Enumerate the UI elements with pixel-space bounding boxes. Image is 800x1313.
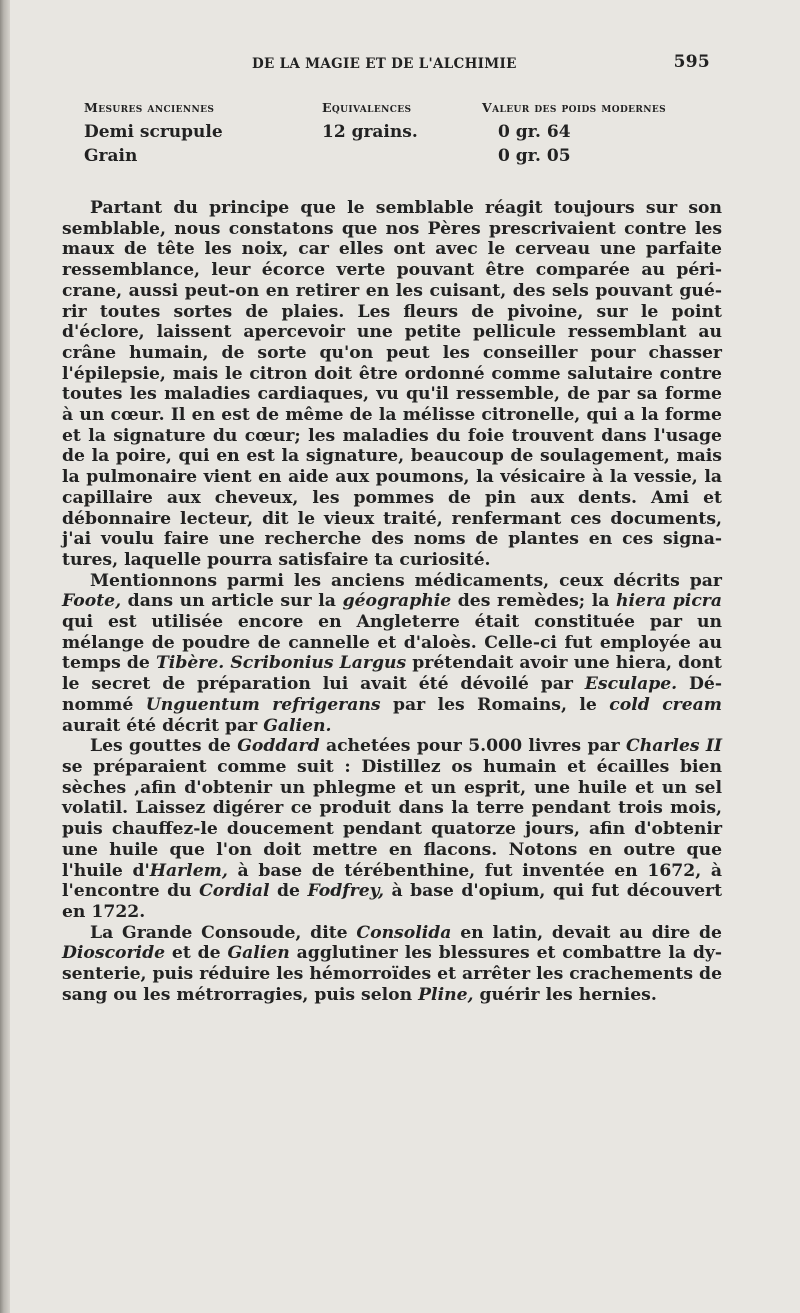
text-segment: de bbox=[269, 881, 308, 902]
italic-text: Unguentum refrigerans bbox=[145, 694, 381, 715]
text-segment: La Grande Consoude, dite bbox=[90, 922, 357, 943]
text-segment: achetées pour 5.000 livres par bbox=[319, 736, 627, 757]
column-header-equivalences: Equivalences bbox=[322, 100, 412, 115]
italic-text: Tibère. Scribonius Largus bbox=[156, 653, 407, 674]
italic-text: hiera picra bbox=[616, 591, 722, 612]
italic-text: Charles II bbox=[626, 736, 722, 757]
italic-text: Galien. bbox=[263, 715, 332, 736]
measure-modern-value: 0 gr. 05 bbox=[498, 146, 571, 166]
book-spine-shadow bbox=[0, 0, 10, 1313]
text-segment: guérir les hernies. bbox=[473, 984, 657, 1005]
text-segment: Mentionnons parmi les anciens médicaments, ceux décrits par bbox=[90, 570, 722, 591]
italic-text: Consolida bbox=[356, 922, 452, 943]
text-segment: Partant du principe que le semblable réagit toujours sur son semblable, nous constatons que nos Pères prescrivaient contre les maux de tête les noix, car elles ont avec le cerveau une parfaite ressemblance, leur écorce verte pouvant être comparée au péri-crane, aussi peut-on en retirer en les cuisant, des sels pouvant gué-rir toutes sortes de plaies. Les fleurs de pivoine, sur le point d'éclore, laissent apercevoir une petite pellicule ressemblant au crâne humain, de sorte qu'on peut les conseiller pour chasser l'épilepsie, mais le citron doit être ordonné comme salutaire contre toutes les maladies cardiaques, vu qu'il ressemble, de par sa forme à un cœur. Il en est de même de la mélisse citronelle, qui a la forme et la signature du cœur; les maladies du foie trouvent dans l'usage de la poire, qui en est la signature, beaucoup de soulagement, mais la pulmonaire vient en aide aux poumons, la vésicaire à la vessie, la capillaire aux cheveux, les pommes de pin aux dents. Ami et débonnaire lecteur, dit le vieux traité, renfermant ces documents, j'ai voulu faire une recherche des noms de plantes en ces signa-tures, laquelle pourra satisfaire ta curiosité. bbox=[62, 198, 722, 570]
italic-text: cold cream bbox=[609, 694, 722, 715]
paragraph bbox=[62, 198, 722, 571]
page-number: 595 bbox=[673, 52, 710, 72]
text-segment: Dé-nommé bbox=[62, 674, 722, 715]
text-segment: et de bbox=[165, 943, 228, 964]
text-segment: agglutiner les blessures et combattre la dy-senterie, puis réduire les hémorroïdes et arrêter les crachements de sang ou les métrorragies, puis selon bbox=[62, 943, 722, 1005]
text-segment: aurait été décrit par bbox=[62, 715, 264, 736]
italic-text: Cordial bbox=[199, 881, 270, 902]
measure-name: Demi scrupule bbox=[84, 122, 223, 142]
running-title: DE LA MAGIE ET DE L'ALCHIMIE bbox=[252, 56, 517, 72]
column-header-ancient-measures: Mesures anciennes bbox=[84, 100, 215, 115]
text-segment: qui est utilisée encore en Angleterre était constituée par un mélange de poudre de cannelle et d'aloès. Celle-ci fut employée au temps de bbox=[62, 612, 722, 674]
text-segment: à base de térébenthine, fut inventée en 1672, à l'encontre du bbox=[62, 860, 723, 902]
italic-text: Galien bbox=[227, 943, 290, 964]
text-segment: Les gouttes de bbox=[90, 736, 238, 757]
measure-equivalence: 12 grains. bbox=[322, 122, 418, 142]
table-header-row bbox=[62, 100, 722, 122]
paragraph bbox=[62, 736, 722, 922]
italic-text: Pline, bbox=[418, 984, 474, 1005]
text-segment: se préparaient comme suit : Distillez os humain et écailles bien sèches ,afin d'obtenir un phlegme et un esprit, une huile et un sel volatil. Laissez digérer ce produit dans la terre pendant trois mois, puis chauffez-le doucement pendant quatorze jours, afin d'obtenir une huile que l'on doit mettre en flacons. Notons en outre que l'huile d' bbox=[62, 756, 722, 881]
italic-text: Fodfrey, bbox=[307, 881, 384, 902]
italic-text: Harlem, bbox=[149, 860, 228, 881]
italic-text: géographie bbox=[342, 591, 452, 612]
italic-text: Esculape. bbox=[584, 674, 678, 695]
measure-modern-value: 0 gr. 64 bbox=[498, 122, 571, 142]
book-page bbox=[62, 50, 722, 1005]
text-segment: des remèdes; la bbox=[451, 591, 617, 612]
text-segment: en latin, devait au dire de bbox=[451, 922, 722, 943]
text-segment: par les Romains, le bbox=[380, 694, 610, 715]
italic-text: Goddard bbox=[237, 736, 320, 757]
text-segment: dans un article sur la bbox=[121, 591, 343, 612]
paragraph bbox=[62, 571, 722, 737]
text-segment: prétendait avoir une hiera, dont le secret de préparation lui avait été dévoilé par bbox=[62, 653, 722, 695]
text-segment: à base d'opium, qui fut découvert en 1722. bbox=[62, 881, 723, 922]
table-row bbox=[62, 146, 722, 170]
body-text bbox=[62, 198, 722, 1005]
column-header-modern-value: Valeur des poids modernes bbox=[482, 100, 667, 115]
measure-name: Grain bbox=[84, 146, 138, 166]
italic-text: Dioscoride bbox=[62, 943, 166, 964]
table-row bbox=[62, 122, 722, 146]
italic-text: Foote, bbox=[62, 591, 122, 612]
paragraph bbox=[62, 923, 722, 1006]
running-header bbox=[62, 50, 722, 74]
measures-table bbox=[62, 100, 722, 170]
